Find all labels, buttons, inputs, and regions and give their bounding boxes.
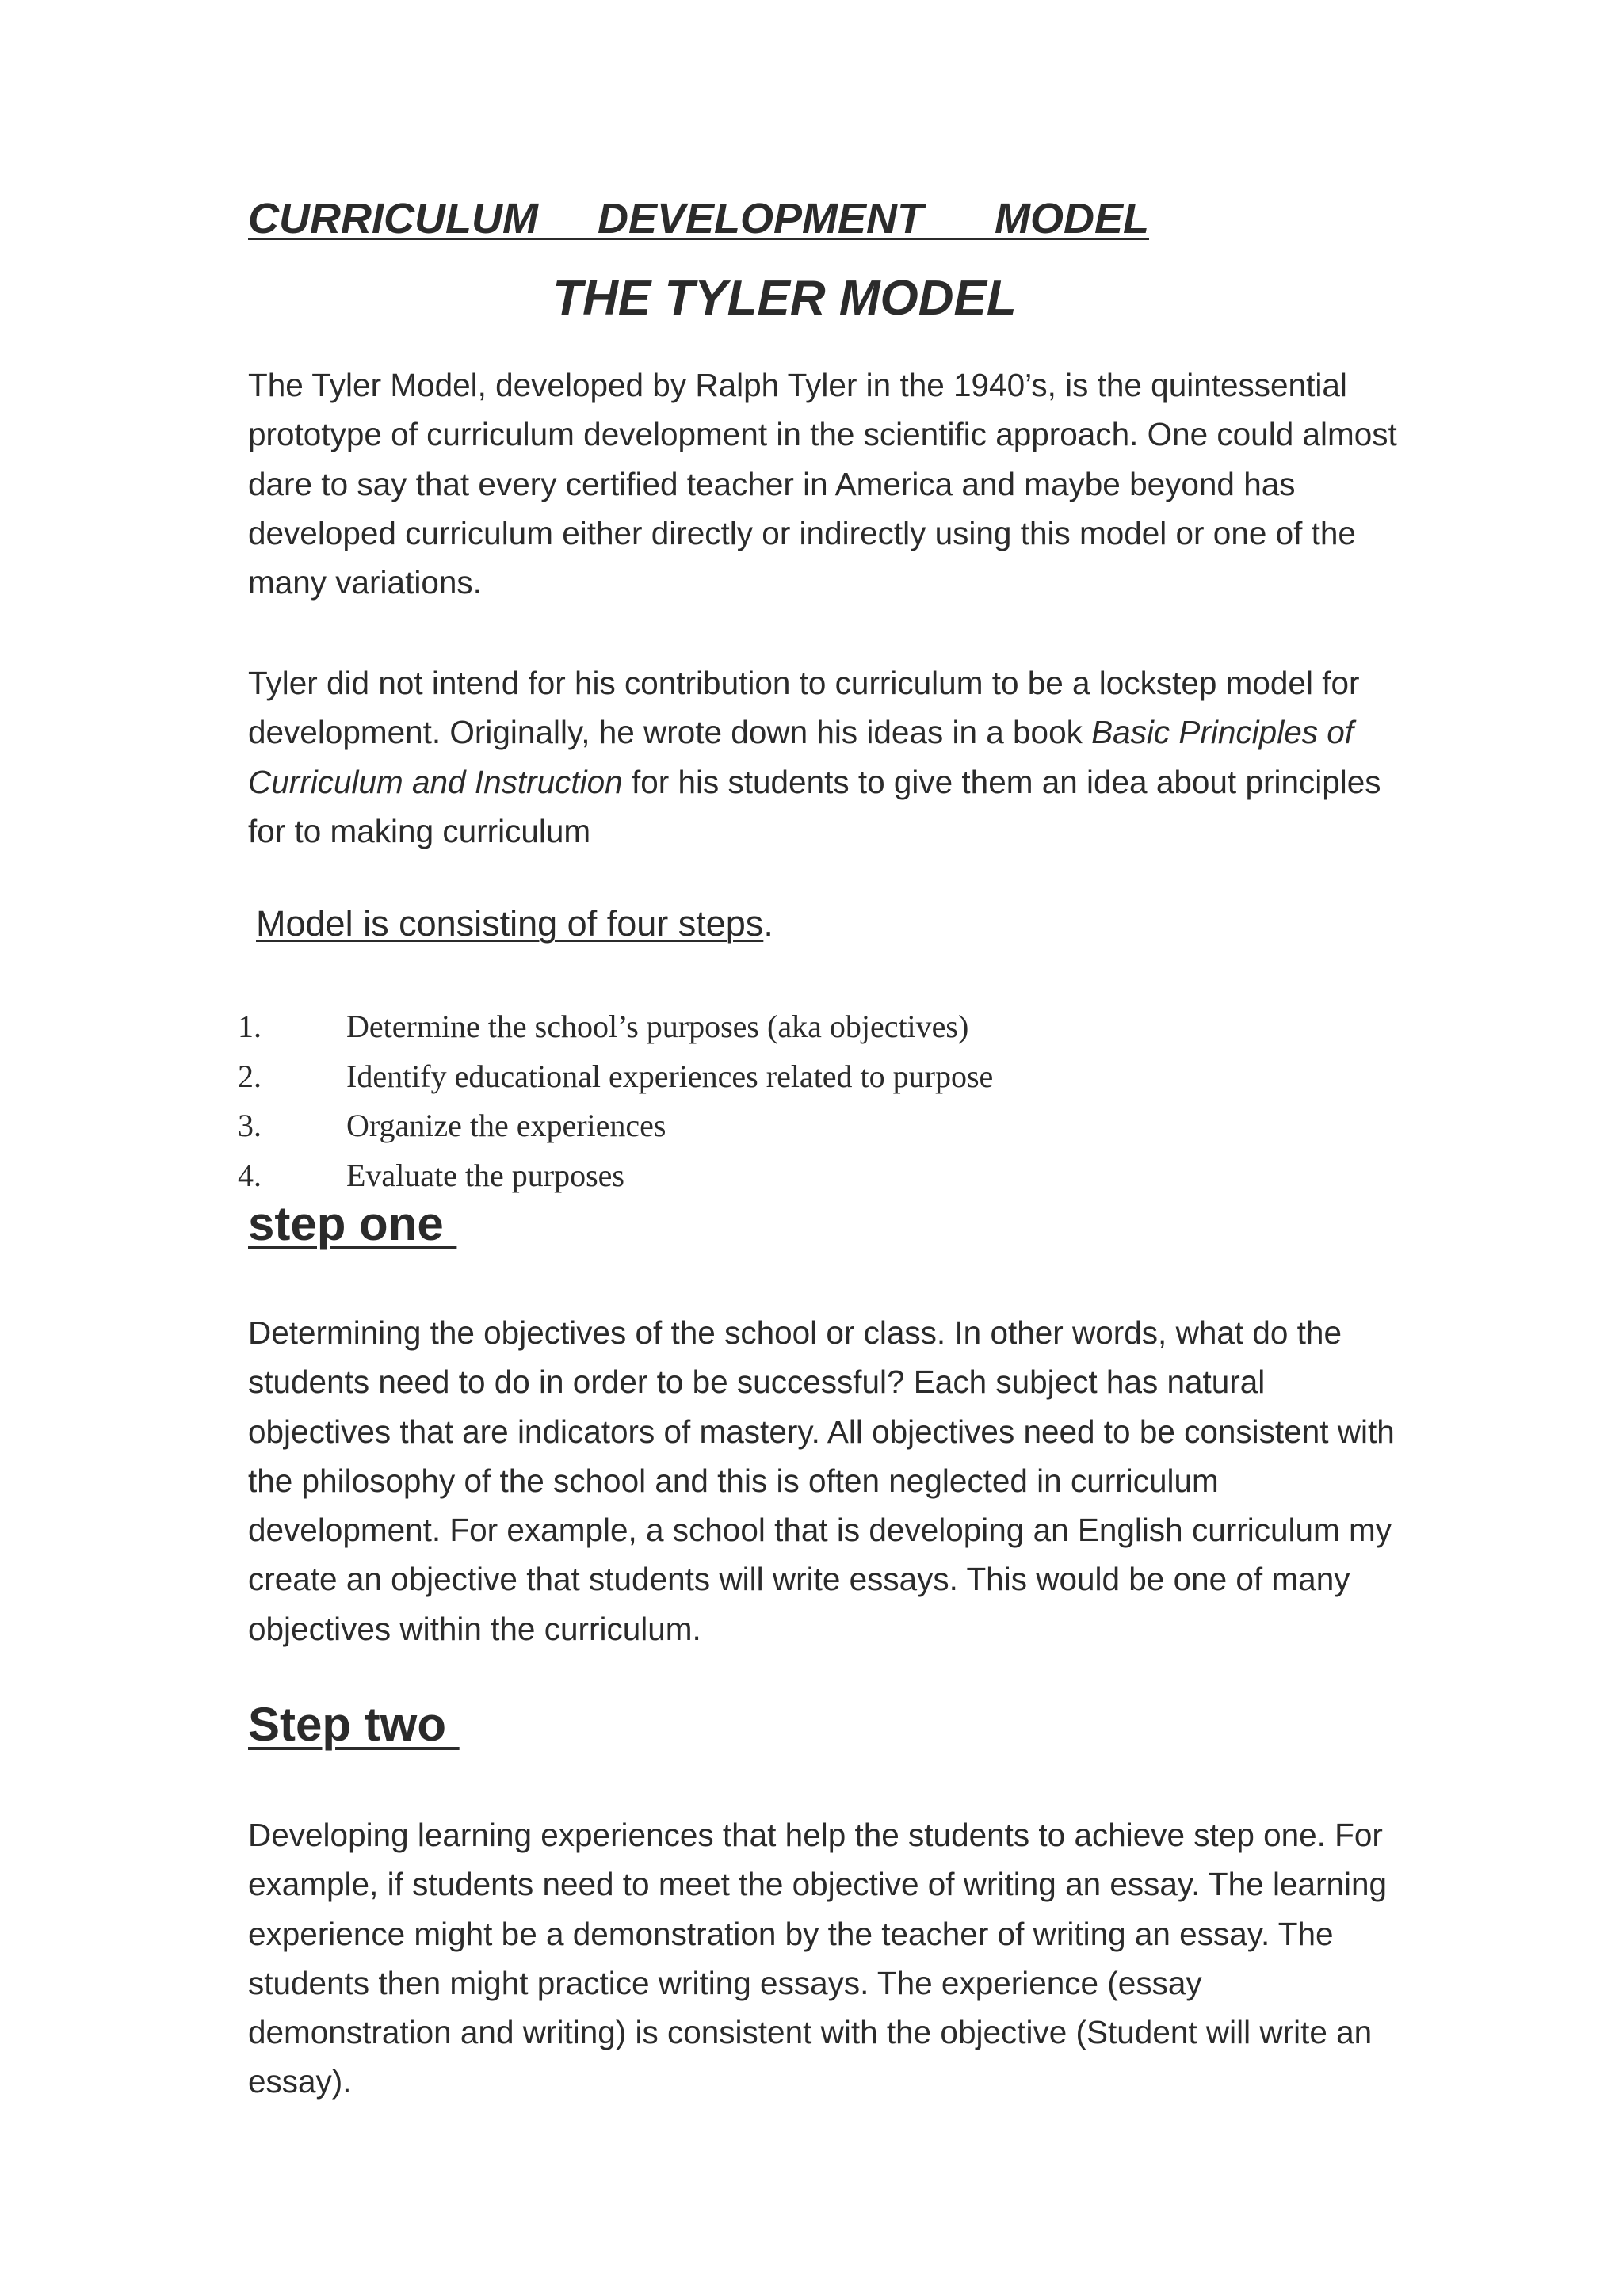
list-item-number: 2. (238, 1058, 262, 1094)
document-subtitle: THE TYLER MODEL (552, 271, 1017, 326)
steps-list-heading-punct: . (763, 903, 773, 944)
second-paragraph-text-before: Tyler did not intend for his contribution to curriculum to be a lockstep model for development. Originally, he wrote down his ideas in a book (248, 665, 1360, 751)
list-item-number: 3. (238, 1108, 262, 1143)
step-one-heading: step one (248, 1197, 457, 1250)
document-title: CURRICULUM DEVELOPMENT MODEL (248, 195, 1150, 242)
intro-paragraph: The Tyler Model, developed by Ralph Tyler in the 1940’s, is the quintessential prototype of curriculum development in the scientific approach. One could almost dare to say that every certified teacher in America and maybe beyond has developed curriculum either directly or indirectly using this model or one of the many variations. (248, 367, 1397, 601)
step-two-heading: Step two (248, 1698, 460, 1751)
steps-list-heading-text: Model is consisting of four steps (256, 903, 764, 944)
list-item-text: Identify educational experiences related to purpose (346, 1058, 994, 1094)
second-paragraph-text-after: for his students to give them an idea about principles for to making curriculum (248, 763, 1381, 849)
list-item-text: Organize the experiences (346, 1108, 666, 1143)
list-item-number: 4. (238, 1157, 262, 1193)
book-title: Basic Principles of Curriculum and Instruction (248, 714, 1354, 800)
list-item-text: Determine the school’s purposes (aka objectives) (346, 1009, 969, 1044)
list-item-number: 1. (238, 1009, 262, 1044)
second-paragraph (248, 658, 1405, 856)
step-two-paragraph: Developing learning experiences that help the students to achieve step one. For example, if students need to meet the objective of writing an essay. The learning experience might be a demonstration by the teacher of writing an essay. The students then might practice writing essays. The experience (essay demonstration and writing) is consistent with the objective (Student will write an essay). (248, 1817, 1388, 2100)
list-item-text: Evaluate the purposes (346, 1157, 624, 1193)
steps-list-heading (256, 900, 773, 948)
step-one-paragraph: Determining the objectives of the school or class. In other words, what do the students need to do in order to be successful? Each subject has natural objectives that are indicators of mastery. All objectives need to be consistent with the philosophy of the school and this is often neglected in curriculum development. For example, a school that is developing an English curriculum my create an objective that students will write essays. This would be one of many objectives within the curriculum. (248, 1314, 1395, 1647)
